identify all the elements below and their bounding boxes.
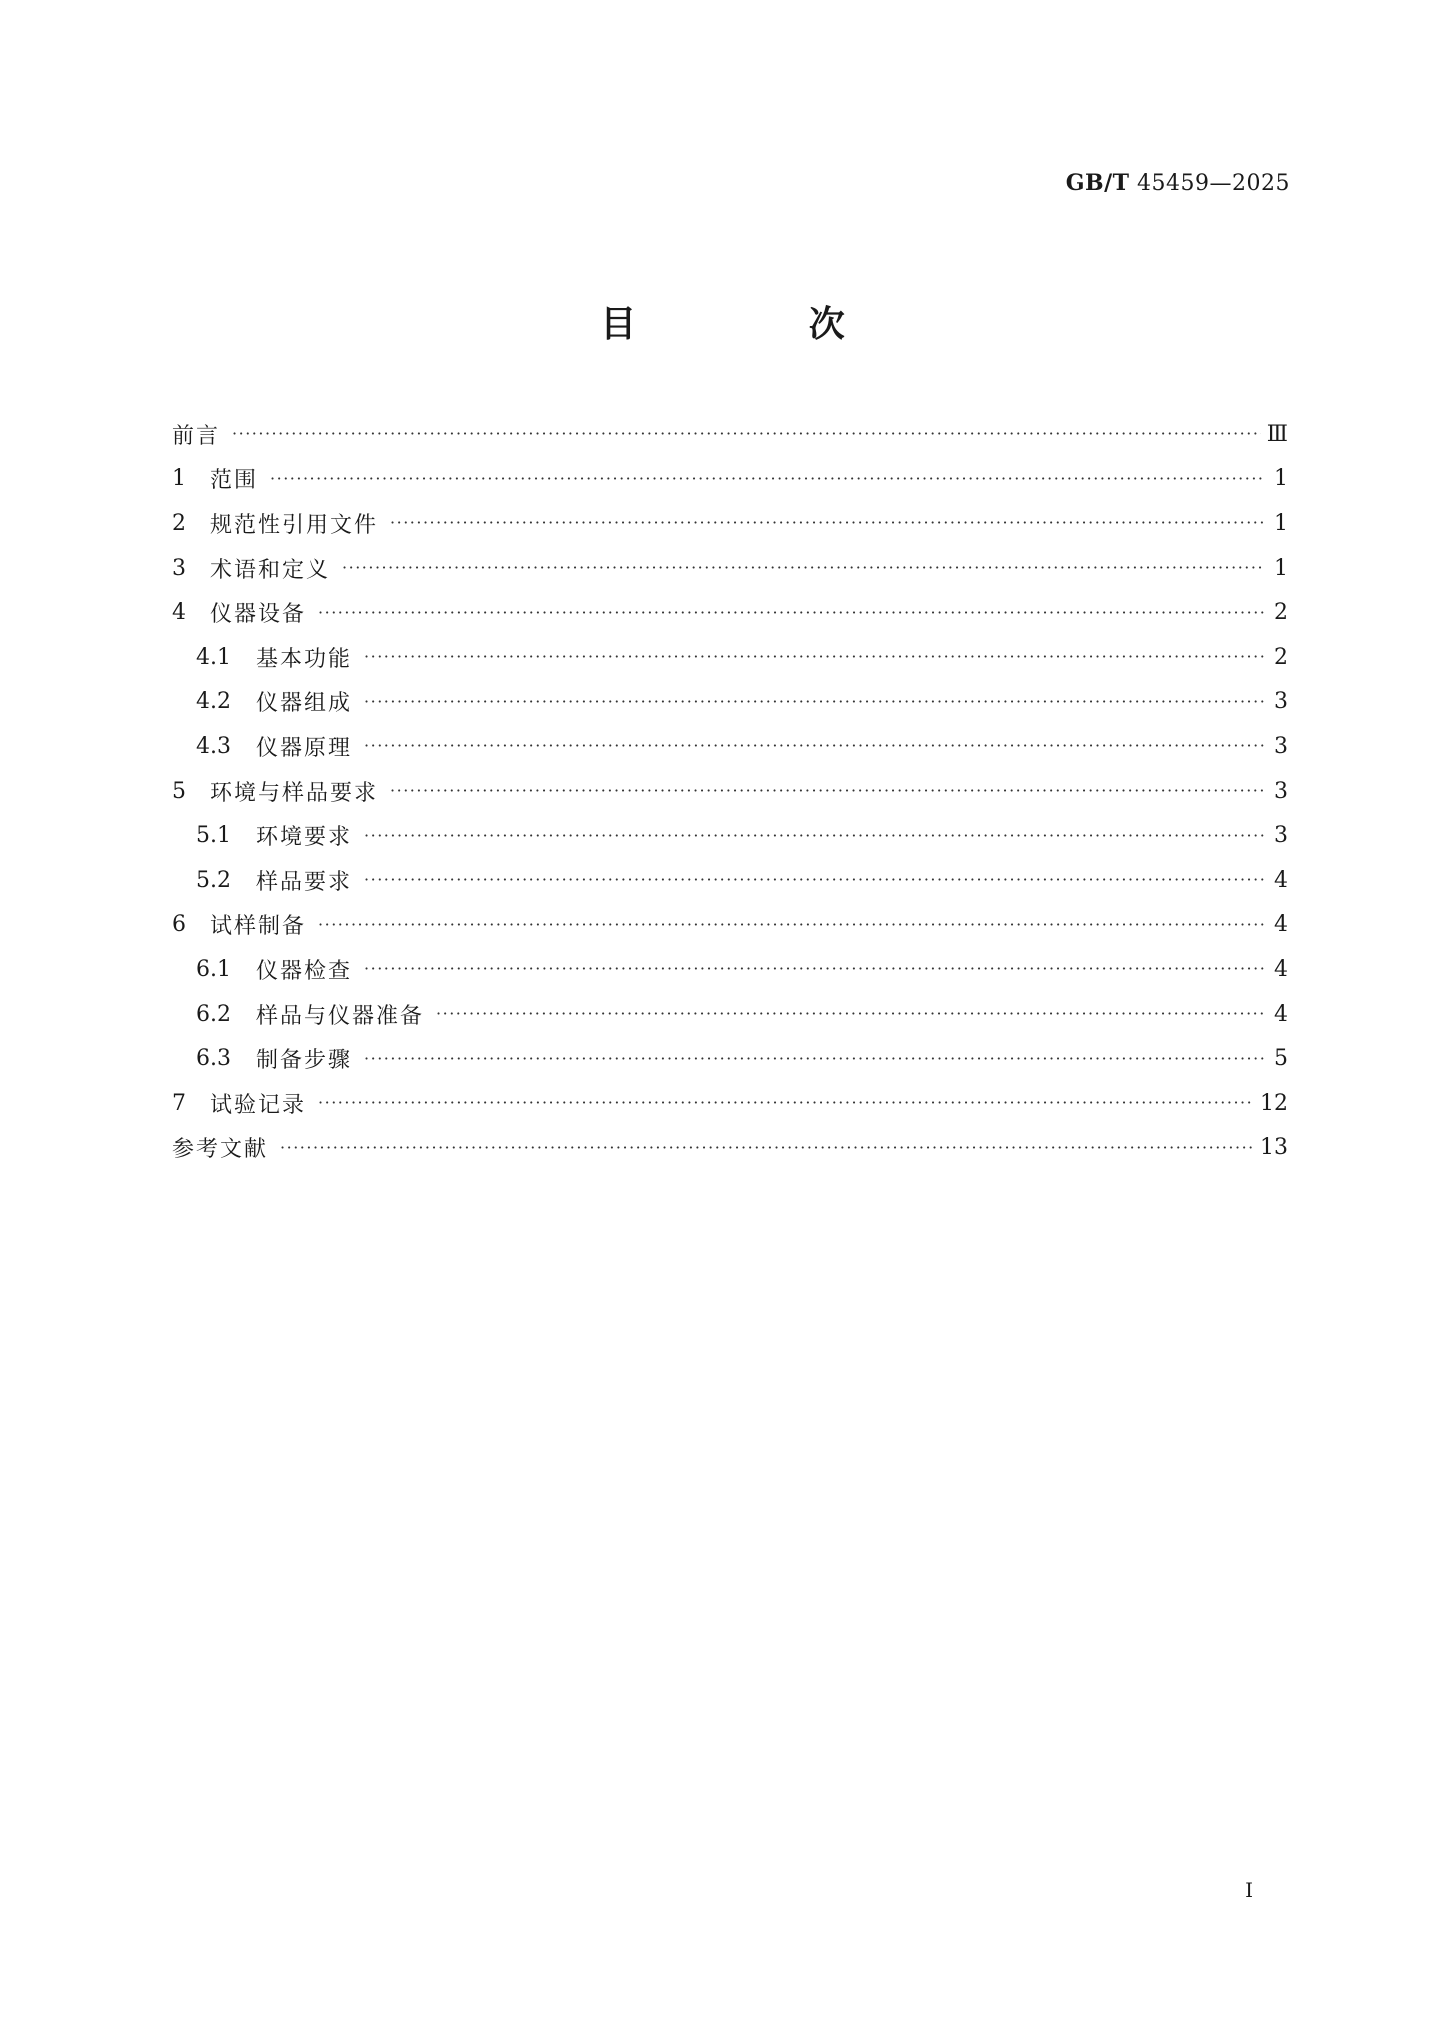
toc-leader-dots	[318, 1095, 1254, 1111]
toc-entry-number: 6.3	[196, 1046, 231, 1072]
toc-entry-page: 1	[1274, 510, 1288, 536]
toc-entry-label: 基本功能	[256, 646, 353, 672]
toc-entry[interactable]	[172, 546, 1288, 591]
toc-entry[interactable]	[172, 724, 1288, 769]
toc-entry-page: Ⅲ	[1266, 421, 1288, 447]
toc-entry[interactable]	[172, 1036, 1288, 1081]
toc-leader-dots	[364, 738, 1264, 754]
toc-leader-dots	[270, 471, 1264, 487]
toc-entry[interactable]	[172, 769, 1288, 814]
toc-entry-number: 5.1	[196, 823, 231, 849]
toc-entry-number: 4	[172, 600, 186, 626]
toc-leader-dots	[318, 605, 1264, 621]
standard-number	[1066, 170, 1290, 196]
toc-entry-label: 试验记录	[210, 1092, 307, 1118]
toc-leader-dots	[280, 1140, 1254, 1156]
toc-entry[interactable]	[172, 635, 1288, 680]
toc-leader-dots	[364, 694, 1264, 710]
toc-entry-number: 6	[172, 912, 186, 938]
toc-entry-label: 制备步骤	[256, 1048, 353, 1074]
toc-entry-page: 2	[1274, 600, 1288, 626]
toc-entry-page: 3	[1274, 689, 1288, 715]
toc-entry-page: 4	[1274, 956, 1288, 982]
toc-entry[interactable]	[172, 590, 1288, 635]
toc-entry[interactable]	[172, 813, 1288, 858]
toc-entry[interactable]	[172, 947, 1288, 992]
toc-leader-dots	[364, 649, 1264, 665]
toc-entry-page: 4	[1274, 867, 1288, 893]
toc-leader-dots	[364, 961, 1264, 977]
toc-entry-label: 仪器检查	[256, 958, 353, 984]
toc-leader-dots	[342, 560, 1264, 576]
toc-entry-page: 12	[1260, 1090, 1288, 1116]
toc-entry-page: 1	[1274, 555, 1288, 581]
toc-leader-dots	[318, 917, 1264, 933]
toc-entry-number: 4.1	[196, 644, 231, 670]
toc-entry-label: 术语和定义	[210, 557, 331, 583]
toc-leader-dots	[364, 828, 1264, 844]
toc-entry-page: 3	[1274, 733, 1288, 759]
toc-entry-number: 5	[172, 778, 186, 804]
toc-leader-dots	[364, 872, 1264, 888]
toc-entry[interactable]	[172, 501, 1288, 546]
toc-entry[interactable]	[172, 412, 1288, 457]
toc-entry-number: 4.3	[196, 733, 231, 759]
toc-entry-number: 7	[172, 1090, 186, 1116]
standard-code: 45459—2025	[1137, 171, 1290, 196]
toc-entry[interactable]	[172, 858, 1288, 903]
toc-entry[interactable]	[172, 1081, 1288, 1126]
toc-entry[interactable]	[172, 992, 1288, 1037]
toc-leader-dots	[390, 783, 1264, 799]
toc-entry-page: 1	[1274, 466, 1288, 492]
toc-entry-page: 4	[1274, 1001, 1288, 1027]
toc-entry-label: 样品与仪器准备	[256, 1003, 425, 1029]
toc-entry-label: 试样制备	[210, 914, 307, 940]
standard-prefix: GB/T	[1065, 170, 1130, 196]
toc-leader-dots	[390, 515, 1264, 531]
toc-entry-number: 4.2	[196, 689, 231, 715]
toc-entry-label: 仪器设备	[210, 602, 307, 628]
toc-entry-label: 参考文献	[172, 1137, 269, 1163]
toc-entry-label: 环境要求	[256, 825, 353, 851]
toc-entry[interactable]	[172, 1126, 1288, 1171]
toc-entry[interactable]	[172, 680, 1288, 725]
toc-entry-page: 3	[1274, 778, 1288, 804]
toc-entry-label: 范围	[210, 468, 259, 494]
toc-leader-dots	[364, 1051, 1264, 1067]
toc-entry-label: 样品要求	[256, 869, 353, 895]
toc-entry-number: 6.1	[196, 956, 231, 982]
toc-leader-dots	[436, 1006, 1264, 1022]
table-of-contents	[172, 412, 1288, 1170]
toc-entry-page: 4	[1274, 912, 1288, 938]
toc-entry[interactable]	[172, 457, 1288, 502]
toc-entry-page: 2	[1274, 644, 1288, 670]
toc-entry-number: 6.2	[196, 1001, 231, 1027]
toc-entry-label: 环境与样品要求	[210, 780, 379, 806]
toc-entry-number: 1	[172, 466, 186, 492]
toc-entry-label: 仪器组成	[256, 691, 353, 717]
toc-entry-label: 规范性引用文件	[210, 512, 379, 538]
page-title: 目 次	[600, 303, 925, 345]
toc-entry-page: 3	[1274, 823, 1288, 849]
page-number: I	[1245, 1878, 1253, 1902]
toc-entry-label: 仪器原理	[256, 735, 353, 761]
toc-entry-number: 2	[172, 510, 186, 536]
toc-entry-number: 3	[172, 555, 186, 581]
toc-entry-label: 前言	[172, 423, 221, 449]
toc-entry[interactable]	[172, 903, 1288, 948]
toc-entry-page: 5	[1274, 1046, 1288, 1072]
toc-leader-dots	[232, 426, 1261, 442]
toc-entry-number: 5.2	[196, 867, 231, 893]
toc-entry-page: 13	[1260, 1135, 1288, 1161]
